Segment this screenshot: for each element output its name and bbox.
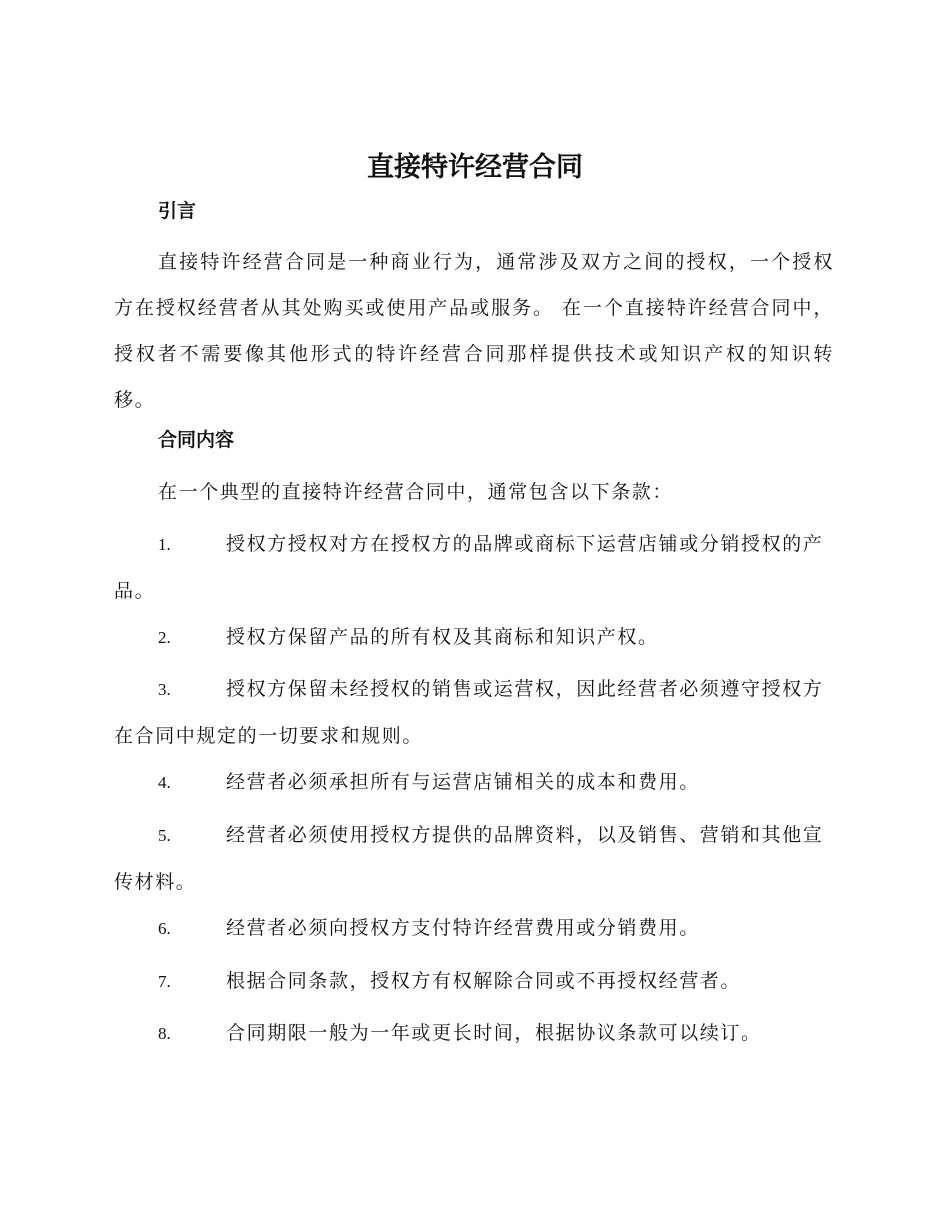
list-item-number: 3. [158,680,171,699]
list-item-number: 1. [158,535,171,554]
list-item-number: 7. [158,972,171,991]
list-item [114,521,834,614]
list-item-text: 经营者必须向授权方支付特许经营费用或分销费用。 [226,917,700,939]
list-item-text: 经营者必须使用授权方提供的品牌资料，以及销售、营销和其他宣传材料。 [114,824,824,893]
list-item-number: 6. [158,919,171,938]
list-item-number: 5. [158,826,171,845]
intro-paragraph: 直接特许经营合同是一种商业行为，通常涉及双方之间的授权，一个授权方在授权经营者从其处购买或使用产品或服务。 在一个直接特许经营合同中，授权者不需要像其他形式的特许经营合同那样提供技术或知识产权的知识转移。 [114,251,834,411]
list-item [114,812,834,905]
document-title: 直接特许经营合同 [367,152,583,183]
section-heading-contract-content: 合同内容 [158,429,235,451]
list-item [114,958,834,1005]
section-heading-intro: 引言 [158,200,197,222]
list-item-number: 2. [158,628,171,647]
list-item [114,759,834,806]
list-item-number: 8. [158,1024,171,1043]
contract-intro-paragraph: 在一个典型的直接特许经营合同中，通常包含以下条款： [158,481,674,503]
list-item [114,614,834,661]
list-item-text: 授权方保留未经授权的销售或运营权，因此经营者必须遵守授权方在合同中规定的一切要求和规则。 [114,678,824,747]
list-item [114,1010,834,1057]
list-item-text: 授权方授权对方在授权方的品牌或商标下运营店铺或分销授权的产品。 [114,533,824,602]
list-item [114,905,834,952]
list-item-text: 合同期限一般为一年或更长时间，根据协议条款可以续订。 [226,1022,762,1044]
list-item-text: 授权方保留产品的所有权及其商标和知识产权。 [226,626,659,648]
list-item [114,666,834,759]
list-item-text: 根据合同条款，授权方有权解除合同或不再授权经营者。 [226,970,742,992]
list-item-number: 4. [158,773,171,792]
list-item-text: 经营者必须承担所有与运营店铺相关的成本和费用。 [226,771,700,793]
